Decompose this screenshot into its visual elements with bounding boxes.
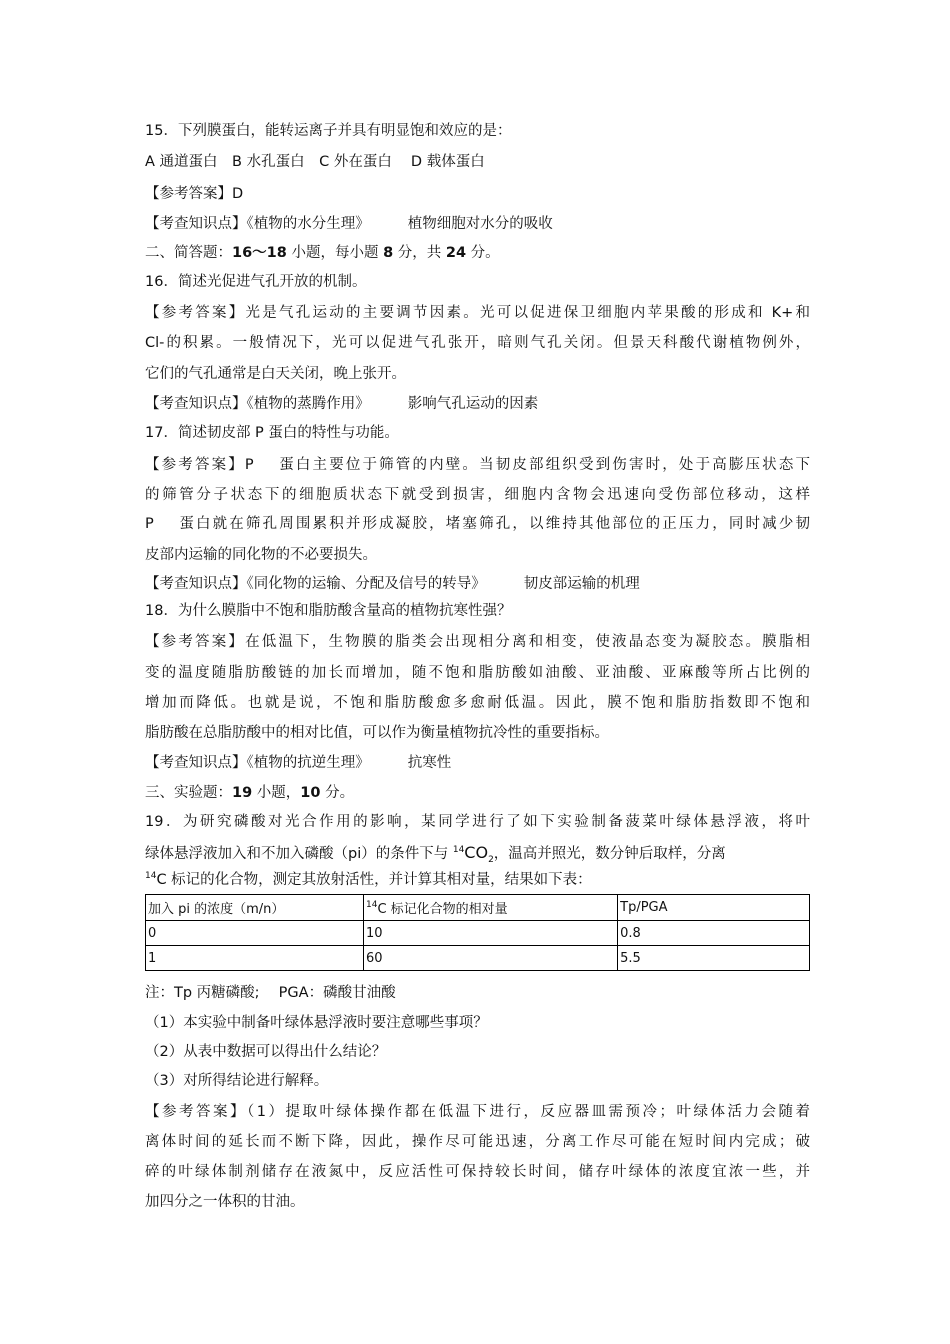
q19-iso-superscript: 14 <box>452 845 465 855</box>
q19-co2-subscript: 2 <box>488 855 494 865</box>
section2-mid2: 分，共 <box>393 245 446 261</box>
table-cell: 0 <box>146 921 364 946</box>
section2-range: 16～18 <box>232 245 287 261</box>
q18-title: 18．为什么膜脂中不饱和脂肪酸含量高的植物抗寒性强？ <box>145 603 512 619</box>
q19-line2 <box>145 843 810 864</box>
section2-heading <box>145 243 500 263</box>
section3-mid1: 小题， <box>252 785 301 801</box>
q19-answer-line: 【参考答案】（1）提取叶绿体操作都在低温下进行，反应器皿需预冷；叶绿体活力会随着 <box>145 1104 810 1120</box>
q18-answer-line: 增加而降低。也就是说，不饱和脂肪酸愈多愈耐低温。因此，膜不饱和脂肪指数即不饱和 <box>145 695 810 711</box>
q19-subquestion: （1）本实验中制备叶绿体悬浮液时要注意哪些事项？ <box>145 1015 488 1031</box>
section3-prefix: 三、实验题： <box>145 785 232 801</box>
section2-total: 24 <box>445 245 467 261</box>
table-cell: 5.5 <box>618 946 810 971</box>
q15-title: 15．下列膜蛋白，能转运离子并具有明显饱和效应的是： <box>145 123 512 139</box>
q17-knowledge <box>145 574 640 594</box>
q19-line2-post: ，温高并照光，数分钟后取样，分离 <box>493 846 726 862</box>
q16-knowledge <box>145 394 538 414</box>
table-cell: 10 <box>363 921 617 946</box>
table-header-iso: 14 <box>365 900 378 910</box>
q17-answer-line: 的筛管分子状态下的细胞质状态下就受到损害，细胞内含物会迅速向受伤部位移动，这样 <box>145 487 810 503</box>
table-header-row <box>146 895 810 921</box>
q19-note: 注：Tp 丙糖磷酸; PGA：磷酸甘油酸 <box>145 985 396 1001</box>
results-table <box>145 894 810 971</box>
q16-title: 16．简述光促进气孔开放的机制。 <box>145 274 367 290</box>
q17-answer-line: 皮部内运输的同化物的不必要损失。 <box>145 547 377 563</box>
q19-subquestion: （2）从表中数据可以得出什么结论？ <box>145 1044 387 1060</box>
section2-suffix: 分。 <box>466 245 500 261</box>
q18-knowledge <box>145 753 451 773</box>
q19-line3-iso: 14 <box>145 871 157 881</box>
q19-answer-line: 加四分之一体积的甘油。 <box>145 1194 305 1210</box>
q19-answer-line: 碎的叶绿体制剂储存在液氮中，反应活性可保持较长时间，储存叶绿体的浓度宜浓一些，并 <box>145 1164 810 1180</box>
table-header-text: C 标记化合物的相对量 <box>377 902 508 917</box>
q16-answer-line: Cl-的积累。一般情况下，光可以促进气孔张开，暗则气孔关闭。但景天科酸代谢植物例外， <box>145 335 810 351</box>
q18-answer-line: 【参考答案】在低温下，生物膜的脂类会出现相分离和相变，使液晶态变为凝胶态。膜脂相 <box>145 634 810 650</box>
q19-line2-pre: 绿体悬浮液加入和不加入磷酸（pi）的条件下与 <box>145 846 453 862</box>
q19-line1: 19．为研究磷酸对光合作用的影响，某同学进行了如下实验制备菠菜叶绿体悬浮液，将叶 <box>145 814 810 830</box>
q15-answer: 【参考答案】D <box>145 186 244 202</box>
table-cell: 0.8 <box>618 921 810 946</box>
q18-answer-line: 脂肪酸在总脂肪酸中的相对比值，可以作为衡量植物抗冷性的重要指标。 <box>145 725 609 741</box>
q19-answer-line: 离体时间的延长而不断下降，因此，操作尽可能迅速，分离工作尽可能在短时间内完成；破 <box>145 1134 810 1150</box>
table-header-cell: 加入 pi 的浓度（m/n） <box>146 895 364 921</box>
q19-line3 <box>145 870 592 890</box>
q17-answer-line: 【参考答案】P 蛋白主要位于筛管的内壁。当韧皮部组织受到伤害时，处于高膨压状态下 <box>145 457 810 473</box>
q17-knowledge-label: 【考查知识点】《同化物的运输、分配及信号的转导》 <box>145 576 486 592</box>
q16-answer-line: 它们的气孔通常是白天关闭，晚上张开。 <box>145 366 406 382</box>
table-cell: 1 <box>146 946 364 971</box>
q18-knowledge-label: 【考查知识点】《植物的抗逆生理》 <box>145 755 370 771</box>
table-row <box>146 946 810 971</box>
q15-options: A 通道蛋白 B 水孔蛋白 C 外在蛋白 D 载体蛋白 <box>145 154 485 170</box>
q19-co: CO <box>464 843 489 862</box>
q18-answer-line: 变的温度随脂肪酸链的加长而增加，随不饱和脂肪酸如油酸、亚油酸、亚麻酸等所占比例的 <box>145 665 810 681</box>
table-cell: 60 <box>363 946 617 971</box>
q17-title: 17．简述韧皮部 P 蛋白的特性与功能。 <box>145 425 399 441</box>
section3-range: 19 <box>232 785 253 801</box>
q18-knowledge-topic: 抗寒性 <box>407 755 452 771</box>
section3-total: 10 <box>300 785 321 801</box>
section2-mid1: 小题，每小题 <box>286 245 384 261</box>
section3-suffix: 分。 <box>320 785 355 801</box>
section3-heading <box>145 783 354 803</box>
q15-knowledge <box>145 214 553 234</box>
table-row <box>146 921 810 946</box>
section2-prefix: 二、简答题： <box>145 245 232 261</box>
q17-knowledge-topic: 韧皮部运输的机理 <box>523 576 640 592</box>
q16-answer-line: 【参考答案】光是气孔运动的主要调节因素。光可以促进保卫细胞内苹果酸的形成和 K+和 <box>145 305 810 321</box>
q16-knowledge-topic: 影响气孔运动的因素 <box>407 396 539 412</box>
q17-answer-line: P 蛋白就在筛孔周围累积并形成凝胶，堵塞筛孔，以维持其他部位的正压力，同时减少韧 <box>145 516 810 532</box>
section2-points: 8 <box>383 245 394 261</box>
table-header-cell: Tp/PGA <box>618 895 810 921</box>
q19-line3-text: C 标记的化合物，测定其放射活性，并计算其相对量，结果如下表： <box>156 872 592 888</box>
q15-knowledge-label: 【考查知识点】《植物的水分生理》 <box>145 216 370 232</box>
q15-knowledge-topic: 植物细胞对水分的吸收 <box>407 216 553 232</box>
q19-subquestion: （3）对所得结论进行解释。 <box>145 1073 329 1089</box>
table-header-cell <box>363 895 617 921</box>
q16-knowledge-label: 【考查知识点】《植物的蒸腾作用》 <box>145 396 370 412</box>
